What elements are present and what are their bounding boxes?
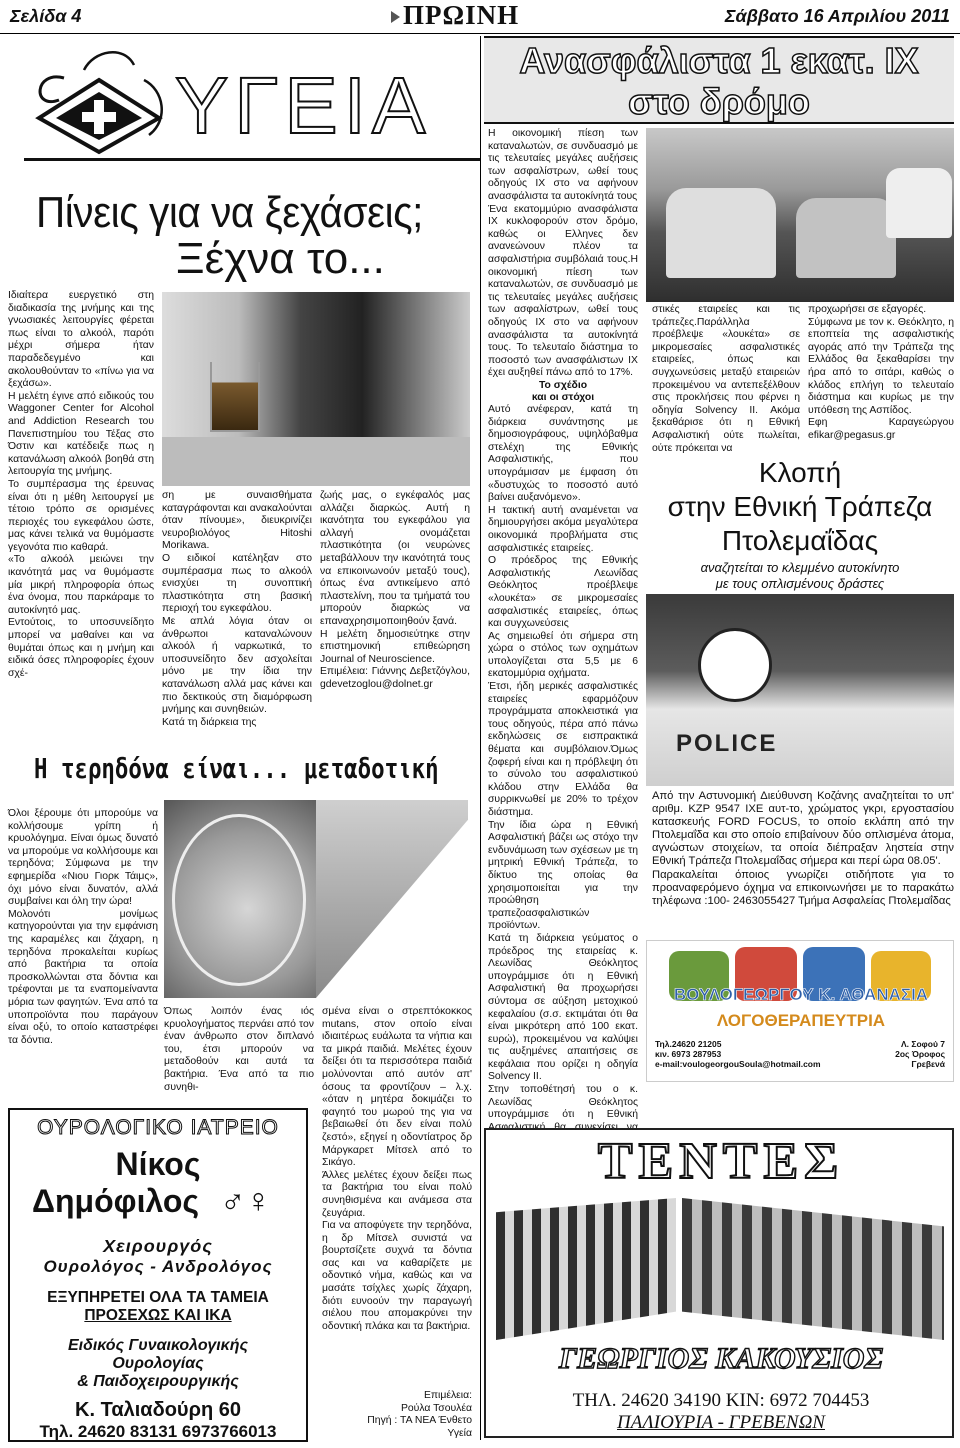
health-article-col-1: Ιδιαίτερα ευεργετικό στη διαδικασία της μνήμης και της γνωσιακές λειτουργίες φέρεται πως είναι το αλκοόλ, παρότι μέχρι σήμερα ήταν παραδεδεγμένο και ακολουθούνταν το «πίνω για να ξεχάσω». Η μελέτη έγινε από ειδικούς του Waggoner Center for Alcohol and Addiction Research του Πανεπιστημίου του Τέξας στο Όστιν και κατέδειξε πως η κατανάλωση αλκοόλ βοηθά στη λειτουργία της μνήμης. Το συμπέρασμα της έρευνας είναι ότι η μέθη λειτουργεί με τέτοιο τρόπο σε ορισμένες περιοχές του εγκεφάλου ώστε, μας κάνει τελικά να θυμόμαστε γεγονότα πιο καθαρά. «Το αλκοόλ μειώνει την ικανότητά μας να θυμόμαστε μία μικρή πληροφορία όπως ένα όνομα, που παρκάραμε το αυτοκίνητό μας. Εντούτοις, το υποσυνείδητο μπορεί να μαθαίνει και να θυμάται όπως και η μνήμη και ειδικά όσες πληροφορίες έχουν σχέ- (8, 290, 154, 679)
health-headline-1: Πίνεις για να ξεχάσεις; (36, 188, 423, 237)
teeth-article-col-3: σμένα είναι ο στρεπτόκοκκος mutans, στον οποίο είναι ιδιαιτέρως ευάλωτα τα νήπια και τα μικρά παιδιά. Μελέτες έχουν δείξει ότι τα περισσότερα παιδιά μολύνονται από αυτόν απ' όσους τα φροντίζουν – λ.χ. «όταν η μητέρα δοκιμάζει το φαγητό του μωρού της για να βεβαιωθεί ότι δεν είναι πολύ ζεστό», εξηγεί η οδοντίατρος δρ Μάργκαρετ Μίτσελ από το Σικάγο. Άλλες μελέτες έχουν δείξει πως τα βακτήρια του είναι πολύ συνηθισμένα και ανάμεσα στα ζευγάρια. Για να αποφύγετε την τερηδόνα, η δρ Μίτσελ συνιστά να βουρτσίζετε συχνά τα δόντια σας και να καθαρίζετε με οδοντικό νήμα, καθώς και να μασάτε τσίχλες χωρίς ζάχαρη, διότι ευνοούν την παραγωγή σιέλου που απομακρύνει την οδοντική πλάκα και τα βακτήρια. (322, 1006, 472, 1332)
page-header (0, 0, 960, 34)
health-headline-2: Ξέχνα το... (176, 234, 385, 283)
police-car-photo (646, 594, 954, 786)
speech-email: e-mail:voulogeorgouSoula@hotmail.com (655, 1059, 821, 1069)
awnings-ad (484, 1128, 954, 1438)
header-arrow-icon (391, 11, 400, 23)
theft-headline-3: Πτολεμαΐδας (721, 525, 879, 556)
cars-subhead-2: και οι στόχοι (531, 392, 595, 403)
car-2 (796, 198, 896, 278)
awnings-title: ΤΕΝΤΕΣ (597, 1133, 845, 1190)
cars-subhead-1: Το σχέδιο (538, 380, 588, 391)
cars-headline-1: Ανασφάλιστα 1 εκατ. ΙΧ (519, 40, 919, 81)
speech-therapist-name: ΒΟΥΛΟΓΕΩΡΓΟΥ Κ. ΑΘΑΝΑΣΙΑ (673, 985, 929, 1004)
cars-headline-2: στο δρόμο (628, 81, 810, 122)
speech-therapist-profession: ΛΟΓΟΘΕΡΑΠΕΥΤΡΙΑ (716, 1011, 886, 1030)
theft-headline-2: στην Εθνική Τράπεζα (667, 491, 933, 522)
health-article-col-3: ζωής μας, ο εγκέφαλός μας αλλάζει διαρκώς. Αυτή η ικανότητα του εγκεφάλου για αλλαγή ονομάζεται πλαστικότητα (οι νευρώνες μεταβάλλουν την ικανότητά τους να επικοινωνούν μεταξύ τους), όπως ένα αντικείμενο από πλαστελίνη, που τα τμήματά του μπορούν διαρκώς να επαναχρησιμοποιηθούν ξανά. Η μελέτη δημοσιεύτηκε στην επιστημονική επιθεώρηση Journal of Neuroscience. Επιμέλεια: Γιάννης Δεβετζόγλου, gdevetzoglou@dolnet.gr (320, 490, 470, 690)
speech-address-3: Γρεβενά (911, 1059, 945, 1069)
police-emblem-icon (698, 628, 772, 702)
urology-funds-1: ΕΞΥΠΗΡΕΤΕΙ ΟΛΑ ΤΑ ΤΑΜΕΙΑ (47, 1289, 269, 1306)
teeth-article-col-1: Όλοι ξέρουμε ότι μπορούμε να κολλήσουμε γρίπη ή κρυολόγημα. Είναι όμως δυνατό να μπορούμε να κολλήσουμε και τερηδόνα; Σύμφωνα με την εφημερίδα «Νιου Γιορκ Τάιμς», όχι μόνο είναι δυνατόν, αλλά συμβαίνει και όλη την ώρα! Μολονότι μονίμως κατηγορούνται για την εμφάνιση της καραμέλες και ζάχαρη, η τερηδόνα προκαλείται κυρίως από βακτήρια τα οποία προσκολλώνται στα δόντια και τρέφονται με τα εναπομείναντα μόρια των φαγητών. Ένα από τα υποπροϊόντα που παράγουν είναι οξύ, το οποίο καταστρέφει τα δόντια. (8, 808, 158, 1046)
theft-subhead-1: αναζητείται το κλεμμένο αυτοκίνητο (700, 560, 900, 575)
health-section-title: ΥΓΕΙΑ (175, 61, 432, 150)
page-number: Σελίδα 4 (10, 6, 82, 26)
health-logo-icon (24, 40, 174, 165)
traffic-photo (646, 128, 954, 302)
doctor-first-name: Νίκος (115, 1146, 201, 1182)
urology-specialty-1: Ειδικός Γυναικολογικής (67, 1337, 249, 1354)
awnings-address: ΠΑΛΙΟΥΡΙΑ - ΓΡΕΒΕΝΩΝ (617, 1412, 825, 1433)
urology-ad (8, 1108, 308, 1442)
speech-therapy-ad (646, 940, 954, 1082)
table-surface (162, 437, 470, 486)
teeth-article-col-2: Όπως λοιπόν ένας ιός κρυολογήματος περνάει από τον έναν άνθρωπο στον διπλανό του, έτσι μπορούν να μεταδοθούν και αυτά τα βακτήρια. Ένα από τα πιο συνηθι- (164, 1006, 314, 1093)
column-divider (480, 36, 481, 1440)
issue-date: Σάββατο 16 Απριλίου 2011 (724, 6, 950, 26)
urology-address: Κ. Ταλιαδούρη 60 (75, 1399, 241, 1421)
speech-address-2: 2ος Όροφος (895, 1049, 945, 1059)
cars-article-col-b: προχωρήσει σε εξαγορές. Σύμφωνα με τον κ. Θεόκλητο, η εποπτεία της ασφαλιστικής αγοράς από την Τράπεζα της Ελλάδος θα ξεκαθαρίσει την ήρα από το σιτάρι, καθώς ο κλάδος επλήγη το τελευταίο διάστημα και κυρίως με την υπόθεση της Ασπίδος. Εφη Καραγεώργου efikar@pegasus.gr (808, 304, 954, 441)
mirror-shape (172, 814, 306, 986)
theft-article-text: Από την Αστυνομική Διεύθυνση Κοζάνης αναζητείται το υπ' αριθμ. ΚΖΡ 9547 ΙΧΕ αυτ-το, χρώματος γκρι, εργοστασίου κατασκευής FORD FOCUS, το οποίο εκλάπη από την Πτολεμαΐδα και στο οποίο επιβαίνουν δύο οπλισμένα άτομα, αγνώστων στοιχείων, τα οποία διέπραξαν ληστεία στην Εθνική Τράπεζα Πτολεμαΐδας σήμερα και περί ώρα 08.05'. Παρακαλείται όποιος γνωρίζει οτιδήποτε για το προαναφερόμενο όχημα να επικοινωνήσει με το παρακάτω τηλέφωνα :100- 2463055427 Τμήμα Ασφαλείας Πτολεμαΐδας (652, 790, 954, 907)
urology-specialty-2: Ουρολογίας (112, 1355, 204, 1372)
urology-funds-2: ΠΡΟΣΕΧΩΣ ΚΑΙ ΙΚΑ (84, 1307, 232, 1324)
car-3 (886, 168, 952, 238)
awning-image-2 (682, 1198, 944, 1340)
speech-phone-2: κιν. 6973 287953 (655, 1049, 722, 1059)
teeth-headline: Η τερηδόνα είναι... μεταδοτική (34, 752, 439, 785)
cars-article-main-1: Η οικονομική πίεση των καταναλωτών, σε συνδυασμό με τις τελευταίες μεγάλες αυξήσεις των ασφαλίστρων, ωθεί τους οδηγούς ΙΧ στο να αφήνουν ανασφάλιστα τα αυτοκίνητά τους Ένα εκατομμύριο ανασφάλιστα ΙΧ κυκλοφορούν στον δρόμο, καθώς οι Ελληνες δεν ανανεώνουν πλέον τα ασφαλιστήρια συμβόλαιά τους.Η οικονομική πίεση των καταναλωτών, σε συνδυασμό με τις τελευταίες μεγάλες αυξήσεις των ασφαλίστρων, ωθεί τους οδηγούς ΙΧ στο να αφήνουν ανασφάλιστα τα αυτοκίνητά τους. Το τελευταίο διάστημα το ποσοστό των ανασφάλιστων ΙΧ έχει αυξηθεί πάνω από το 17%. (488, 128, 638, 379)
awning-image-1 (496, 1198, 676, 1340)
teeth-photo (164, 800, 316, 998)
doctor-last-name: Δημόφιλος (32, 1183, 200, 1219)
gender-symbols-icon: ♂♀ (220, 1182, 271, 1220)
car-1 (666, 188, 776, 278)
speech-address-1: Λ. Σοφού 7 (901, 1039, 945, 1049)
theft-headline-1: Κλοπή (758, 457, 842, 488)
health-rule (24, 158, 480, 161)
health-article-col-2: ση με συναισθήματα καταγράφονται και ανακαλούνται όταν πίνουμε», διευκρινίζει νευροβιολόγος Hitoshi Morikawa. Ο ειδικοί κατέληξαν στο συμπέρασμα πως το αλκοόλ ενισχύει τη συνοπτική πλαστικότητα στη βασική περιοχή του εγκεφάλου. Με απλά λόγια όταν οι άνθρωποι καταναλώνουν αλκοόλ ή ναρκωτικά, το υποσυνείδητο δεν ασχολείται μόνο με την ίδια την κατανάλωση αλλά μας κάνει και πιο δεκτικούς στη διαμόρφωση μνήμης και συνηθειών. Κατά τη διάρκεια της (162, 490, 312, 728)
whiskey-glass-icon (210, 362, 260, 432)
doctor-role-2: Ουρολόγος - Ανδρολόγος (43, 1257, 273, 1276)
urology-phone: Τηλ. 24620 83131 6973766013 (39, 1422, 277, 1441)
cars-headline-box (484, 36, 954, 124)
theft-subhead-2: με τους οπλισμένους δράστες (715, 576, 885, 591)
teeth-photo-2 (316, 800, 468, 998)
police-car-label: POLICE (676, 730, 778, 757)
cars-article-col-a: στικές εταιρείες και τις τράπεζες.Παράλληλα προέβλεψε «λουκέτα» σε μικρομεσαίες ασφαλιστικές εταιρείες, όπως και συγχωνεύσεις μεταξύ εταιρειών προκειμένου να αντεπεξέλθουν στις προκλήσεις που φέρνει η οδηγία Solvency II. Ακόμα ξεκαθάρισε ότι η Εθνική Ασφαλιστική ούτε πωλείται, ούτε πρόκειται να (652, 304, 800, 454)
speech-phone-1: Τηλ.24620 21205 (655, 1039, 722, 1049)
cars-article-main-2: Αυτό ανέφεραν, κατά τη διάρκεια συνάντησης με δημοσιογράφους, υψηλόβαθμα στελέχη της Εθνικής Ασφαλιστικής, που υπογράμισαν με έμφαση ότι «δυστυχώς το ποσοστό αυτό βαίνει αυξανόμενο». Η τακτική αυτή αναμένεται να δημιουργήσει ακόμα μεγαλύτερα οικονομικά προβλήματα στις ασφαλιστικές εταιρείες. Ο πρόεδρος της Εθνικής Ασφαλιστικής Λεωνίδας Θεόκλητος προέβλεψε «λουκέτα» σε μικρομεσαίες ασφαλιστικές εταιρείες, όπως και συγχωνεύσεις Ας σημειωθεί ότι σήμερα στη χώρα ο στόλος των οχημάτων υπολογίζεται στα 5,5 με 6 εκατομμύρια οχήματα. Έτσι, ήδη μερικές ασφαλιστικές εταιρείες εφαρμόζουν προγράμματα αποκλειστικά για τους οδηγούς, πέρα από πάνω εκδηλώσεις σε εισπρακτικά θέματα και συμβόλαιον.Όμως ζοφερή είναι και η πρόβλεψη ότι το σύνολο του ασφαλιστικού κλάδου στην Ελλάδα θα συρρικνωθεί με 20% το τρέχον διάστημα. Την ίδια ώρα η Εθνική Ασφαλιστική βάζει ως στόχο την ενδυνάμωση των σχέσεων με τη μητρική Εθνική Τράπεζα, το δίκτυο της οποίας θα χρησιμοποιείται για την προώθηση τραπεζοασφαλιστικών προϊόντων. Κατά τη διάρκεια γεύματος ο πρόεδρος της εταιρείας κ. Λεωνίδας Θεόκλητος υπογράμμισε ότι η Εθνική Ασφαλιστική θα προχωρήσει σύντομα σε αύξηση μετοχικού κεφαλαίου (σ.σ. εκτιμάται ότι θα είναι μικρότερη από 100 εκατ. ευρώ), προκειμένου να καλύψει τις αυξημένες απαιτήσεις σε κεφάλαια που ορίζει η οδηγία Solvency II. Στην τοποθέτησή του ο κ. Λεωνίδας Θεόκλητος υπογράμμισε ότι η Εθνική (488, 404, 638, 1121)
awnings-phone: ΤΗΛ. 24620 34190 ΚΙΝ: 6972 704453 (572, 1390, 870, 1411)
urology-ad-title: ΟΥΡΟΛΟΓΙΚΟ ΙΑΤΡΕΙΟ (37, 1116, 279, 1139)
newspaper-masthead: ΠΡΩΙΝΗ (403, 0, 520, 30)
awnings-owner-name: ΓΕΩΡΓΙΟΣ ΚΑΚΟΥΣΙΟΣ (558, 1342, 884, 1375)
drinking-photo (162, 292, 470, 486)
urology-specialty-3: & Παιδοχειρουργικής (77, 1373, 239, 1390)
doctor-role-1: Χειρουργός (103, 1236, 213, 1256)
teeth-credit: Επιμέλεια: Ρούλα Τσουλέα Πηγή : ΤΑ ΝΕΑ Ένθετο Υγεία (367, 1390, 472, 1439)
